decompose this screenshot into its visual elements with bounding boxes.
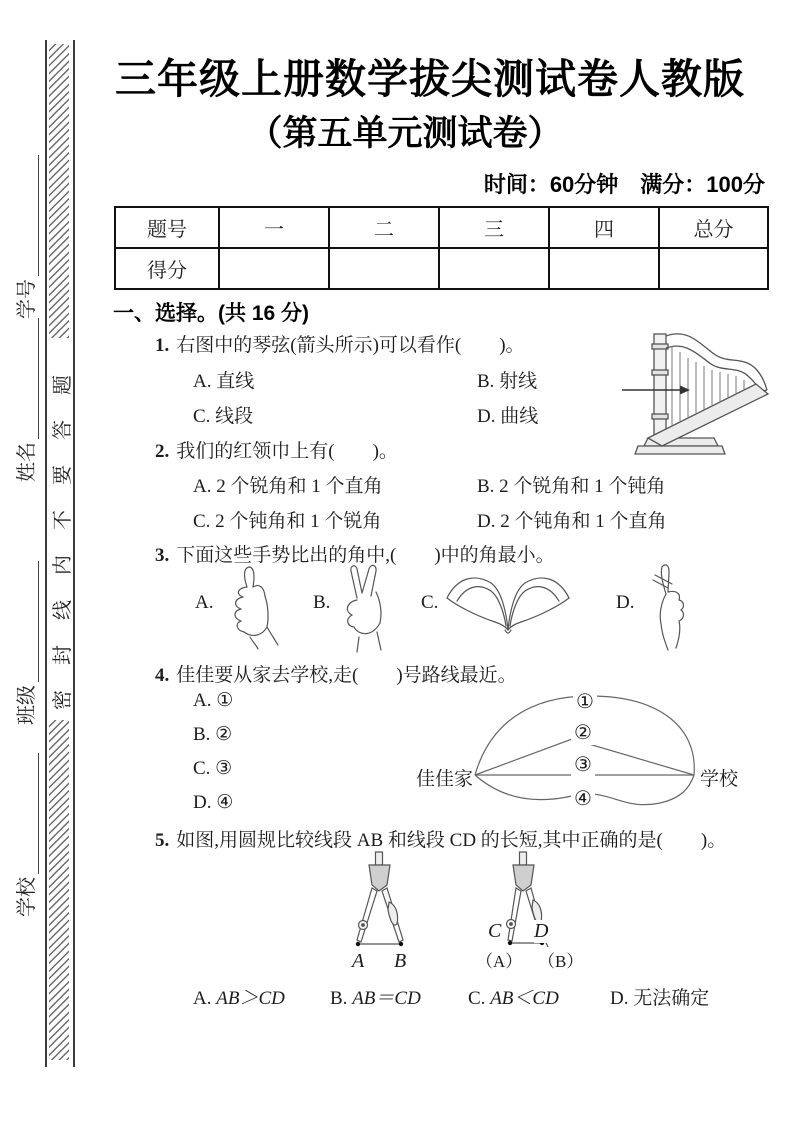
question-1-stem xyxy=(155,330,525,357)
question-3-number: 3. xyxy=(155,545,170,566)
q2-option-b: B. 2 个锐角和 1 个钝角 xyxy=(477,476,666,497)
q2-option-d: D. 2 个钝角和 1 个直角 xyxy=(477,511,667,532)
student-number-blank xyxy=(17,155,39,276)
q5-option-c-letter: C. xyxy=(468,988,486,1009)
school-field xyxy=(15,753,39,917)
question-1-number: 1. xyxy=(155,335,170,356)
score-table xyxy=(114,206,769,290)
score-cell xyxy=(659,248,768,289)
section-1-title: 一、选择。(共 16 分) xyxy=(113,302,310,325)
name-label: 姓名 xyxy=(16,442,38,482)
question-3-text: 下面这些手势比出的角中,( )中的角最小。 xyxy=(176,545,555,566)
page-subtitle: （第五单元测试卷） xyxy=(247,114,563,153)
finger-heart-hand-icon xyxy=(641,562,699,652)
point-b-paren-label: （B） xyxy=(538,952,584,971)
route-1-badge: ① xyxy=(573,690,597,714)
q4-option-a: A. ① xyxy=(193,690,234,711)
q5-option-b-letter: B. xyxy=(330,988,348,1009)
seal-line-text: 密封线内不要答题 xyxy=(52,350,74,710)
question-5-number: 5. xyxy=(155,830,170,851)
question-4-text: 佳佳要从家去学校,走( )号路线最近。 xyxy=(176,665,517,686)
point-b-label: B xyxy=(394,950,407,972)
point-a-paren-label: （A） xyxy=(476,952,523,971)
question-1-text: 右图中的琴弦(箭头所示)可以看作( )。 xyxy=(176,335,525,356)
hatch-pattern-bottom xyxy=(49,720,69,1060)
q5-option-b xyxy=(330,983,421,1010)
question-4-number: 4. xyxy=(155,665,170,686)
q5-option-d-text: 无法确定 xyxy=(633,988,710,1009)
v-sign-hand-icon xyxy=(336,562,391,654)
student-number-field xyxy=(15,155,39,319)
home-label: 佳佳家 xyxy=(416,769,474,790)
route-4-badge: ④ xyxy=(571,787,595,811)
class-label: 班级 xyxy=(16,685,38,725)
page-title: 三年级上册数学拔尖测试卷人教版 xyxy=(115,56,745,102)
point-d-label: D xyxy=(534,920,549,942)
hatch-pattern-top xyxy=(49,44,69,338)
q5-option-c-text: AB＜CD xyxy=(490,988,559,1009)
q5-option-d-letter: D. xyxy=(610,988,629,1009)
score-row-label: 得分 xyxy=(115,248,219,289)
q1-option-c: C. 线段 xyxy=(193,406,254,427)
col-part-1: 一 xyxy=(219,207,329,248)
q5-option-d xyxy=(610,983,709,1010)
col-part-4: 四 xyxy=(549,207,659,248)
q1-option-a: A. 直线 xyxy=(193,371,255,392)
compass-ab-image xyxy=(338,852,422,952)
harp-image xyxy=(618,328,778,460)
score-cell xyxy=(439,248,549,289)
time-score-info: 时间：60分钟 满分：100分 xyxy=(483,172,765,197)
thumbs-up-hand-icon xyxy=(220,565,280,650)
student-number-label: 学号 xyxy=(16,279,38,319)
q4-option-c: C. ③ xyxy=(193,758,233,779)
q2-option-a: A. 2 个锐角和 1 个直角 xyxy=(193,476,383,497)
q2-option-c: C. 2 个钝角和 1 个锐角 xyxy=(193,511,382,532)
point-c-label: C xyxy=(488,920,502,942)
q3-option-b-letter: B. xyxy=(313,592,331,613)
question-2-text: 我们的红领巾上有( )。 xyxy=(176,441,398,462)
school-label: 学校 xyxy=(16,877,38,917)
score-cell xyxy=(219,248,329,289)
question-2-stem xyxy=(155,436,398,463)
q4-option-d: D. ④ xyxy=(193,792,234,813)
class-field xyxy=(15,561,39,725)
col-total: 总分 xyxy=(659,207,768,248)
question-2-number: 2. xyxy=(155,441,170,462)
q5-option-c xyxy=(468,983,559,1010)
q3-option-c-letter: C. xyxy=(421,592,439,613)
q3-option-a-letter: A. xyxy=(195,592,214,613)
question-5-text: 如图,用圆规比较线段 AB 和线段 CD 的长短,其中正确的是( )。 xyxy=(176,830,727,851)
name-field xyxy=(15,318,39,482)
score-table-score-row xyxy=(115,248,768,289)
route-3-badge: ③ xyxy=(571,753,595,777)
score-cell xyxy=(329,248,439,289)
class-blank xyxy=(17,561,39,682)
school-label: 学校 xyxy=(700,769,739,790)
q5-option-a xyxy=(193,983,285,1010)
name-blank xyxy=(17,318,39,439)
q4-option-b: B. ② xyxy=(193,724,233,745)
q3-option-d-letter: D. xyxy=(616,592,635,613)
col-question-number: 题号 xyxy=(115,207,219,248)
col-part-2: 二 xyxy=(329,207,439,248)
q5-option-a-letter: A. xyxy=(193,988,212,1009)
q1-option-b: B. 射线 xyxy=(477,371,538,392)
route-2-badge: ② xyxy=(571,721,595,745)
question-5-stem xyxy=(155,825,726,852)
point-a-label: A xyxy=(352,950,365,972)
score-cell xyxy=(549,248,659,289)
score-table-header-row xyxy=(115,207,768,248)
q5-option-a-text: AB＞CD xyxy=(216,988,285,1009)
cupped-hands-icon xyxy=(443,570,573,640)
col-part-3: 三 xyxy=(439,207,549,248)
school-blank xyxy=(17,753,39,874)
q5-option-b-text: AB＝CD xyxy=(352,988,421,1009)
q1-option-d: D. 曲线 xyxy=(477,406,539,427)
